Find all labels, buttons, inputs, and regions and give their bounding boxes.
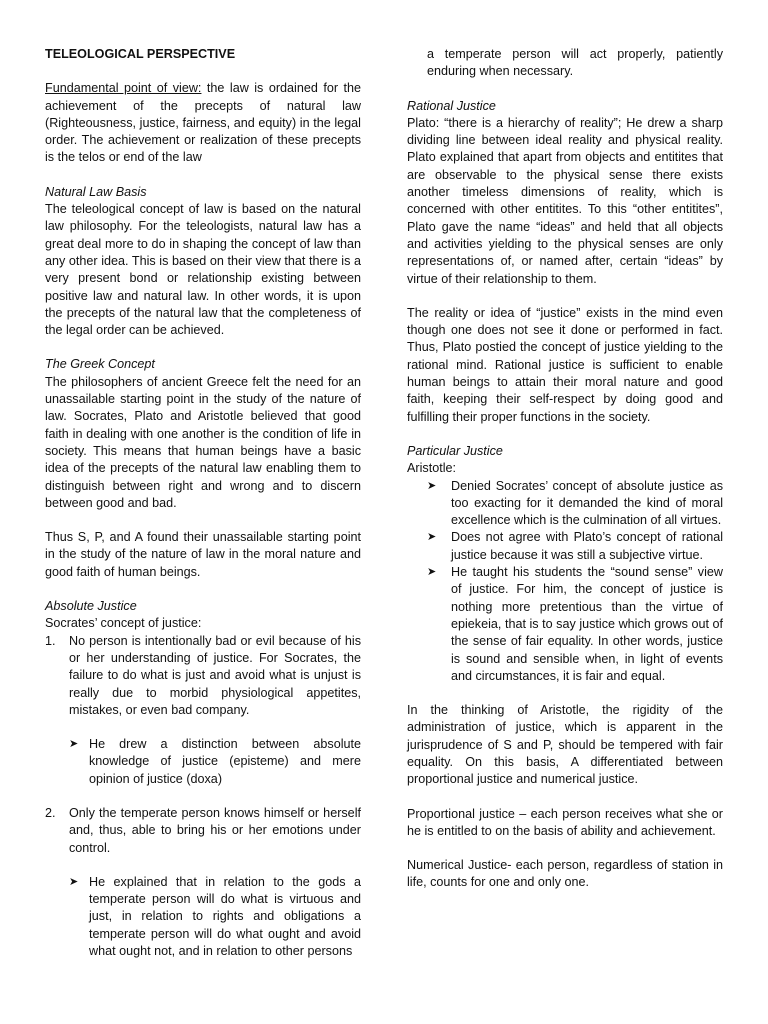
rational-justice-heading: Rational Justice: [407, 98, 496, 113]
list-item: [45, 805, 361, 857]
left-column: [45, 46, 361, 960]
arrow-bullet-icon: ➤: [427, 479, 437, 492]
fundamental-paragraph: [45, 80, 361, 166]
continuation-text: a temperate person will act properly, patiently enduring when necessary.: [427, 47, 723, 79]
bullet-text: He explained that in relation to the gods a temperate person will do what is virtuous and just, in relation to rights and obligations a temperate person will do what ought and avoid what ought not, and in relation to other persons: [89, 874, 361, 959]
bullet-item: [69, 736, 361, 788]
proportional-paragraph: Proportional justice – each person receives what she or he is entitled to on the basis of ability and achievement.: [407, 806, 723, 838]
bullet-text: Denied Socrates’ concept of absolute justice as too exacting for it demanded the kind of moral excellence which is the culmination of all virtues.: [451, 478, 723, 528]
list-item: [45, 633, 361, 719]
natural-law-heading: Natural Law Basis: [45, 184, 147, 199]
fundamental-text: the law is ordained for the achievement of the precepts of natural law (Righteousness, justice, fairness, and equity) in the legal order. The achievement or realization of these precepts is the telos or end of the law: [45, 81, 361, 165]
natural-law-paragraph: The teleological concept of law is based on the natural law philosophy. For the teleologists, natural law has a great deal more to do in shaping the concept of law than any other idea. This is based on their view that there is a very present bond or relationship existing between positive law and natural law. In other words, it is upon the precepts of the natural law that the completeness of the legal order can be achieved.: [45, 202, 361, 338]
arrow-bullet-icon: ➤: [427, 566, 437, 579]
aristotle-label: Aristotle:: [407, 461, 456, 476]
bullet-text: Does not agree with Plato’s concept of rational justice because it was still a subjective virtue.: [451, 530, 723, 562]
greek-paragraph: The philosophers of ancient Greece felt the need for an unassailable starting point in the study of the nature of law. Socrates, Plato and Aristotle believed that good faith in dealing with one another is the condition of life in society. This means that human beings have a basic idea of the precepts of the natural law enabling them to distinguish between right and wrong and to discern between good and bad.: [45, 374, 361, 510]
item-text: Only the temperate person knows himself or herself and, thus, able to bring his or her emotions under control.: [69, 805, 361, 855]
arrow-bullet-icon: ➤: [427, 531, 437, 544]
bullet-text: He drew a distinction between absolute knowledge of justice (episteme) and mere opinion of justice (doxa): [89, 737, 361, 786]
item-number: 2.: [45, 805, 56, 820]
thinking-paragraph: In the thinking of Aristotle, the rigidity of the administration of justice, which is apparent in the jurisprudence of S and P, should be tempered with fair equality. On this basis, A differentiated between proportional justice and numerical justice.: [407, 703, 723, 787]
reality-paragraph: The reality or idea of “justice” exists in the mind even though one does not see it done or performed in fact. Thus, Plato postied the concept of justice yielding to the rational mind. Rational justice is sufficient to enable human beings to attain their moral nature and good faith, keeping their self-respect by doing good and fulfilling their proper functions in the society.: [407, 305, 723, 424]
item-text: No person is intentionally bad or evil because of his or her understanding of justice. For Socrates, the failure to do what is just and avoid what is unjust is really due to morbid physiological appetites, mistakes, or even bad company.: [69, 633, 361, 717]
bullet-text: He taught his students the “sound sense” view of justice. For him, the concept of justice is nothing more pretentious than the virtue of epiekeia, that is to say justice which grows out of the sense of fair equality. In other words, justice is sound and sensible when, in light of events and circumstances, it is fair and equal.: [451, 565, 723, 683]
page-title: TELEOLOGICAL PERSPECTIVE: [45, 47, 236, 61]
arrow-bullet-icon: ➤: [69, 738, 79, 751]
particular-justice-heading: Particular Justice: [407, 443, 503, 458]
absolute-justice-heading: Absolute Justice: [45, 599, 137, 614]
bullet-item: [69, 874, 361, 960]
arrow-bullet-icon: ➤: [69, 875, 79, 888]
thus-paragraph: Thus S, P, and A found their unassailable starting point in the study of the nature of law in the moral nature and good faith of human beings.: [45, 530, 361, 579]
right-column: [407, 46, 723, 892]
plato-paragraph: Plato: “there is a hierarchy of reality”; He drew a sharp dividing line between ideal reality and physical reality. Plato explained that apart from objects and entitites that are observable to the physical sense there exists another timeless dimensions of reality, which is concerned with other entitites. To this “other entitites”, Plato gave the name “ideas” and held that all objects and activities yielding to the physical senses are only representations of, or named after, certain “ideas” by virtue of their relationship to them.: [407, 115, 723, 286]
item-number: 1.: [45, 633, 56, 648]
fundamental-label: Fundamental point of view:: [45, 81, 202, 96]
bullet-item: [427, 529, 723, 564]
socrates-intro: Socrates’ concept of justice:: [45, 616, 202, 631]
bullet-item: [427, 478, 723, 530]
numerical-paragraph: Numerical Justice- each person, regardless of station in life, counts for one and only one.: [407, 858, 723, 890]
bullet-item: [427, 564, 723, 685]
greek-heading: The Greek Concept: [45, 357, 155, 372]
